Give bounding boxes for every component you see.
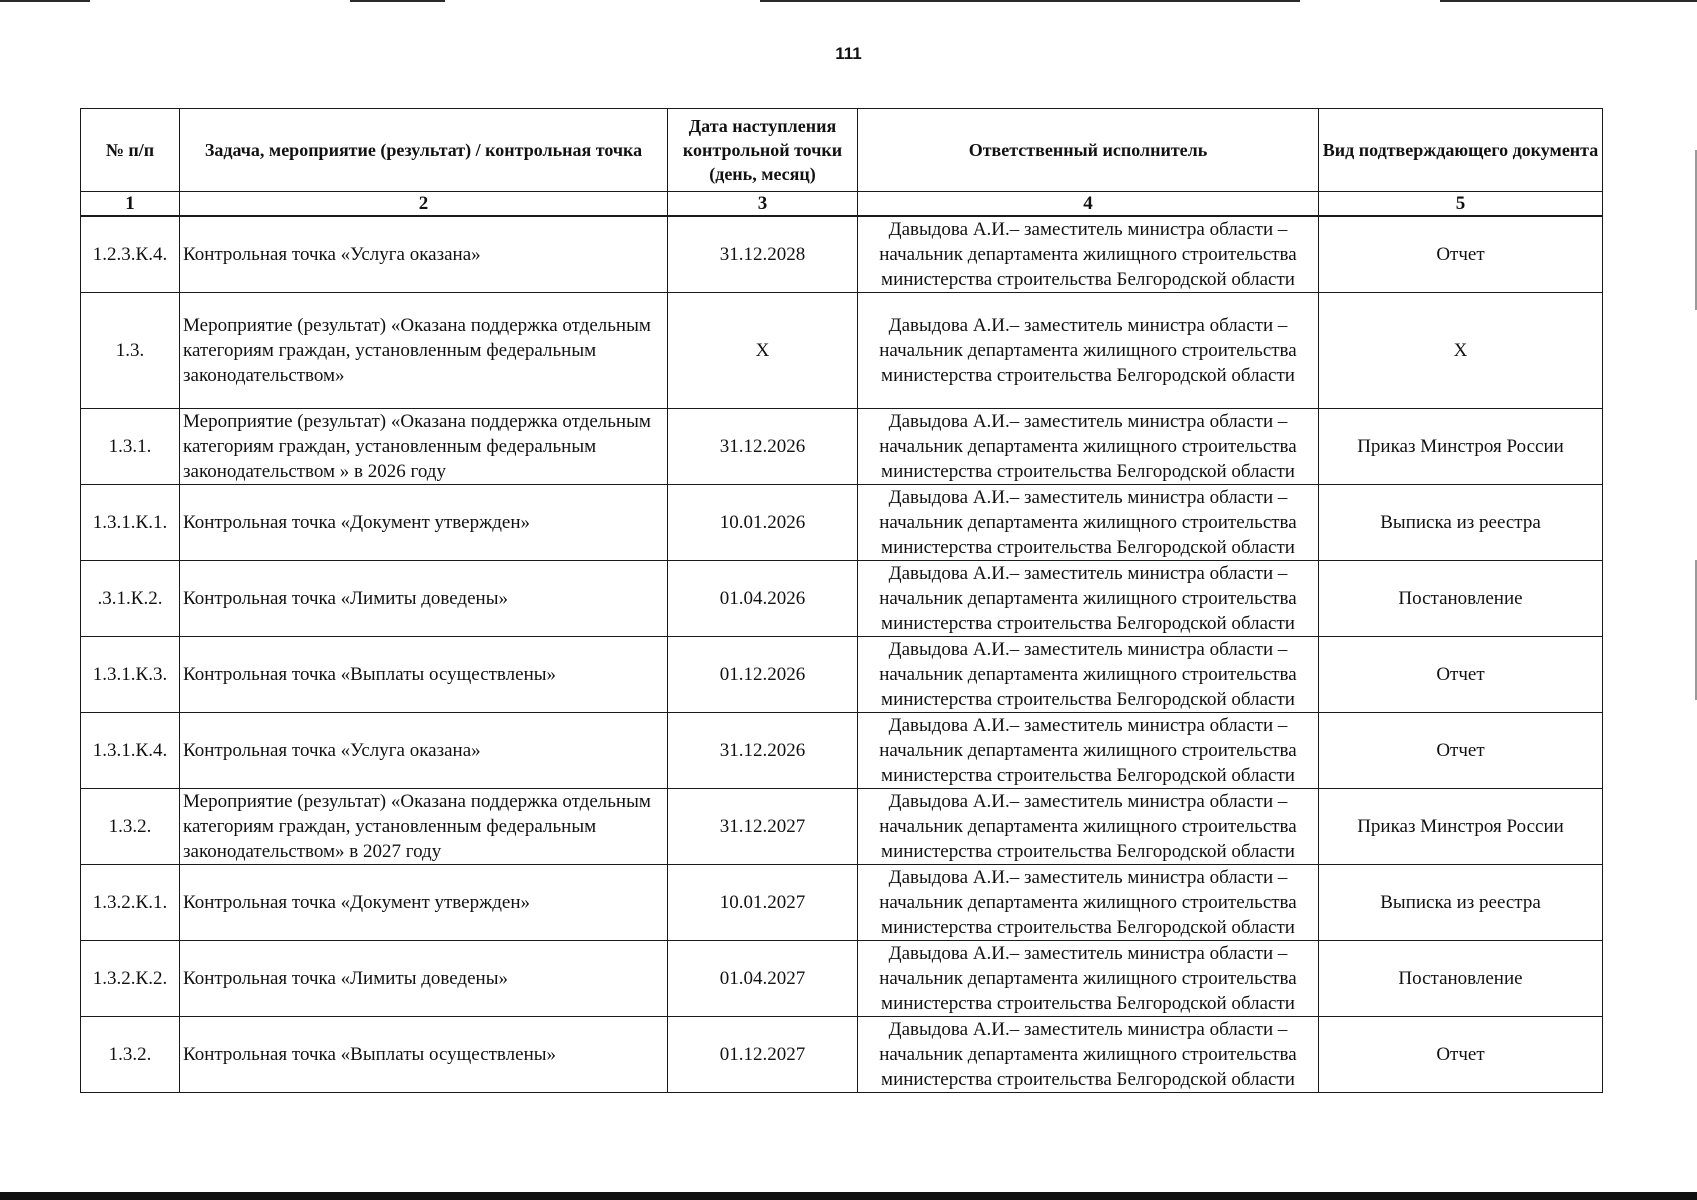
row-date: 01.04.2026 [668,561,858,637]
row-task: Мероприятие (результат) «Оказана поддержка отдельным категориям граждан, установленным федеральным законодательством » в 2026 году [180,409,668,485]
page-number: 111 [835,44,862,63]
row-responsible: Давыдова А.И.– заместитель министра области – начальник департамента жилищного строительства министерства строительства Белгородской области [858,485,1319,561]
row-document: Выписка из реестра [1319,485,1603,561]
scan-artifact-bottom-bar [0,1192,1697,1200]
row-task: Контрольная точка «Услуга оказана» [180,216,668,293]
scan-artifact-line [1440,0,1697,2]
row-task: Контрольная точка «Лимиты доведены» [180,561,668,637]
row-date: 10.01.2026 [668,485,858,561]
row-document: Постановление [1319,561,1603,637]
row-responsible: Давыдова А.И.– заместитель министра области – начальник департамента жилищного строительства министерства строительства Белгородской области [858,789,1319,865]
row-task: Контрольная точка «Выплаты осуществлены» [180,637,668,713]
row-responsible: Давыдова А.И.– заместитель министра области – начальник департамента жилищного строительства министерства строительства Белгородской области [858,216,1319,293]
column-number: 1 [81,192,180,217]
table-row [81,789,1603,865]
row-date: 10.01.2027 [668,865,858,941]
table-row [81,1017,1603,1093]
row-task: Контрольная точка «Документ утвержден» [180,865,668,941]
row-responsible: Давыдова А.И.– заместитель министра области – начальник департамента жилищного строительства министерства строительства Белгородской области [858,637,1319,713]
header-responsible: Ответственный исполнитель [858,109,1319,192]
row-date: 01.04.2027 [668,941,858,1017]
row-task: Мероприятие (результат) «Оказана поддержка отдельным категориям граждан, установленным федеральным законодательством» в 2027 году [180,789,668,865]
table-row [81,713,1603,789]
row-date: 31.12.2027 [668,789,858,865]
row-document: Постановление [1319,941,1603,1017]
row-date: 31.12.2026 [668,409,858,485]
row-document: X [1319,293,1603,409]
header-num: № п/п [81,109,180,192]
table-row [81,293,1603,409]
row-date: 31.12.2028 [668,216,858,293]
row-number: 1.3. [81,293,180,409]
table-row [81,941,1603,1017]
column-numbers-row [81,192,1603,217]
row-task: Контрольная точка «Лимиты доведены» [180,941,668,1017]
row-responsible: Давыдова А.И.– заместитель министра области – начальник департамента жилищного строительства министерства строительства Белгородской области [858,941,1319,1017]
table-row [81,216,1603,293]
row-number: 1.3.2. [81,789,180,865]
row-number: 1.3.1. [81,409,180,485]
table-row [81,561,1603,637]
row-task: Контрольная точка «Документ утвержден» [180,485,668,561]
row-number: 1.3.2.К.2. [81,941,180,1017]
row-number: 1.2.3.К.4. [81,216,180,293]
row-date: X [668,293,858,409]
row-number: 1.3.2. [81,1017,180,1093]
header-date: Дата наступления контрольной точки (день, месяц) [668,109,858,192]
header-document: Вид подтверждающего документа [1319,109,1603,192]
row-document: Отчет [1319,216,1603,293]
table-row [81,409,1603,485]
row-number: .3.1.К.2. [81,561,180,637]
row-document: Отчет [1319,1017,1603,1093]
row-number: 1.3.1.К.4. [81,713,180,789]
row-number: 1.3.1.К.1. [81,485,180,561]
row-responsible: Давыдова А.И.– заместитель министра области – начальник департамента жилищного строительства министерства строительства Белгородской области [858,1017,1319,1093]
scan-artifact-line [350,0,445,2]
header-task: Задача, мероприятие (результат) / контрольная точка [180,109,668,192]
row-document: Отчет [1319,637,1603,713]
row-date: 01.12.2026 [668,637,858,713]
row-date: 01.12.2027 [668,1017,858,1093]
row-responsible: Давыдова А.И.– заместитель министра области – начальник департамента жилищного строительства министерства строительства Белгородской области [858,293,1319,409]
row-responsible: Давыдова А.И.– заместитель министра области – начальник департамента жилищного строительства министерства строительства Белгородской области [858,409,1319,485]
row-responsible: Давыдова А.И.– заместитель министра области – начальник департамента жилищного строительства министерства строительства Белгородской области [858,865,1319,941]
row-responsible: Давыдова А.И.– заместитель министра области – начальник департамента жилищного строительства министерства строительства Белгородской области [858,561,1319,637]
row-document: Выписка из реестра [1319,865,1603,941]
row-date: 31.12.2026 [668,713,858,789]
row-document: Приказ Минстроя России [1319,789,1603,865]
scan-artifact-line [0,0,90,2]
row-number: 1.3.2.К.1. [81,865,180,941]
column-number: 5 [1319,192,1603,217]
row-document: Приказ Минстроя России [1319,409,1603,485]
scan-artifact-line [760,0,1300,2]
column-number: 4 [858,192,1319,217]
table-row [81,485,1603,561]
row-document: Отчет [1319,713,1603,789]
row-task: Мероприятие (результат) «Оказана поддержка отдельным категориям граждан, установленным федеральным законодательством» [180,293,668,409]
table-row [81,637,1603,713]
row-number: 1.3.1.К.3. [81,637,180,713]
control-points-table [80,108,1603,1093]
column-number: 3 [668,192,858,217]
row-responsible: Давыдова А.И.– заместитель министра области – начальник департамента жилищного строительства министерства строительства Белгородской области [858,713,1319,789]
row-task: Контрольная точка «Выплаты осуществлены» [180,1017,668,1093]
row-task: Контрольная точка «Услуга оказана» [180,713,668,789]
column-number: 2 [180,192,668,217]
table-header-row [81,109,1603,192]
table-row [81,865,1603,941]
